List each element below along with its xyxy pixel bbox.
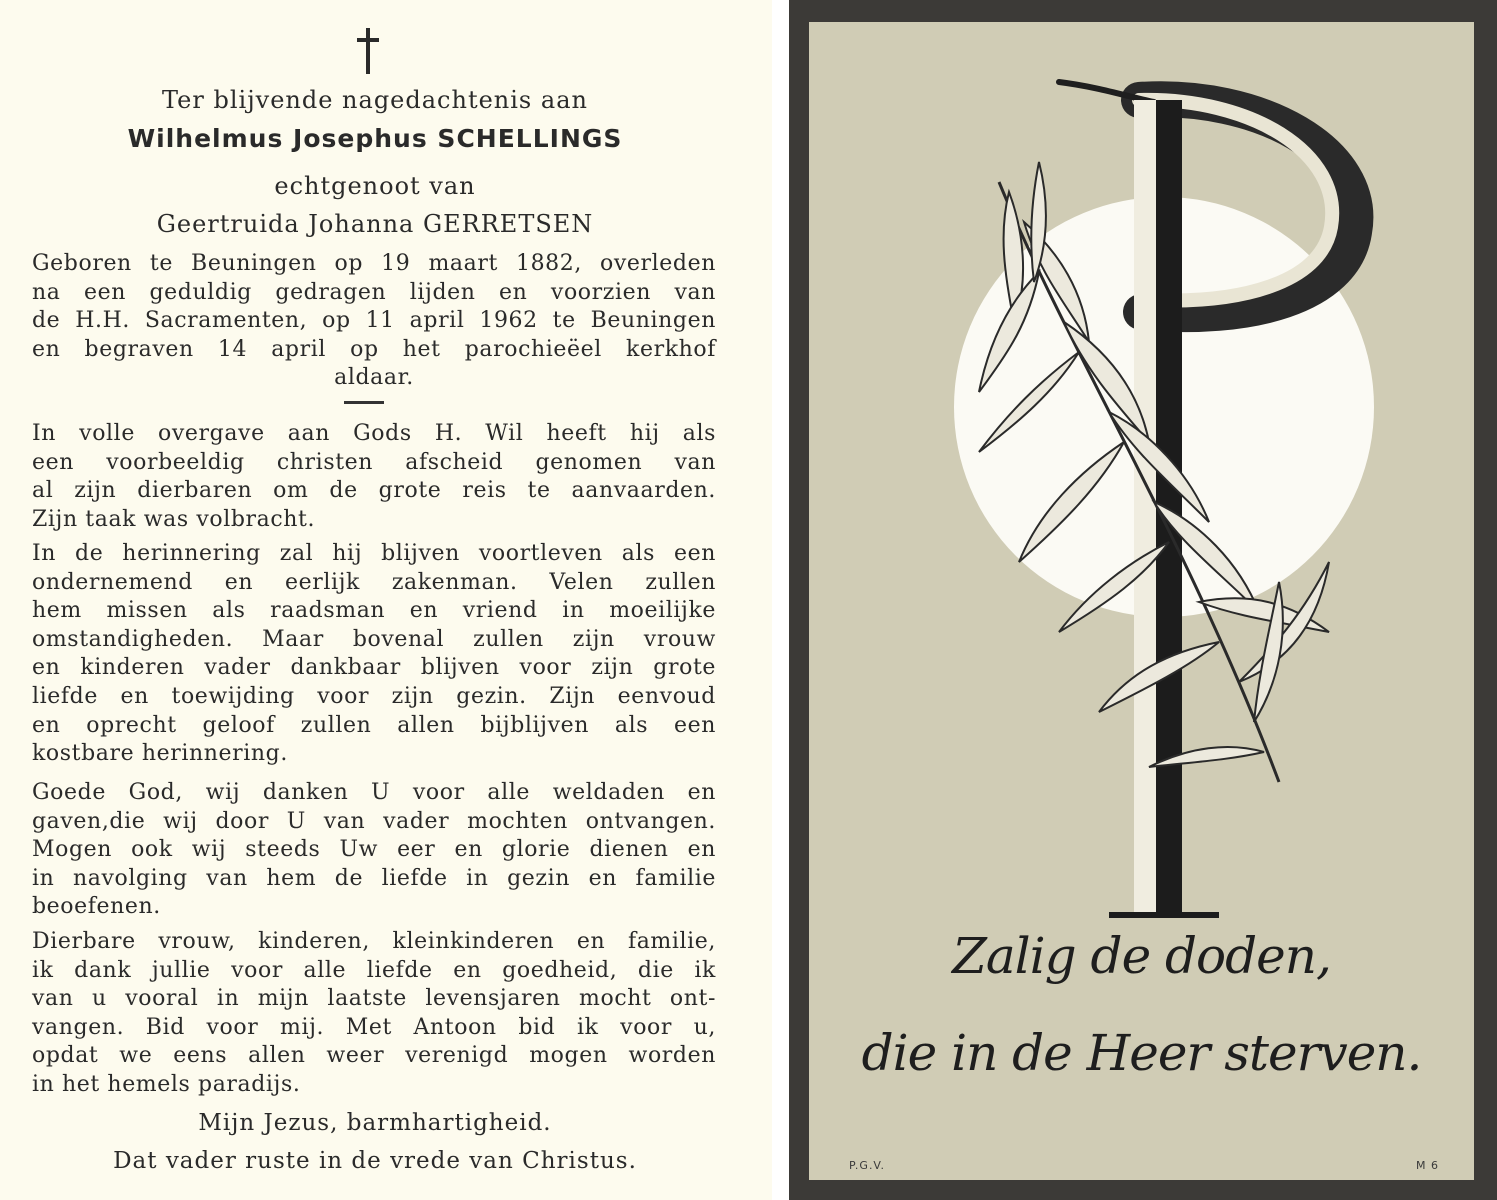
p-stem-light xyxy=(1134,100,1156,915)
text-line: in het hemels paradijs. xyxy=(32,1071,301,1097)
text-line: na een geduldig gedragen lijden en voorzien van xyxy=(32,279,716,305)
paragraph-memory xyxy=(32,540,716,769)
cross-icon xyxy=(353,26,383,76)
text-line: in navolging van hem de liefde in gezin en familie xyxy=(32,865,716,891)
devotional-image-card xyxy=(789,0,1497,1200)
text-line: opdat we eens allen weer verenigd mogen worden xyxy=(32,1043,716,1069)
text-line: van u vooral in mijn laatste levensjaren mocht ont- xyxy=(32,986,716,1012)
text-line: Dierbare vrouw, kinderen, kleinkinderen en familie, xyxy=(32,929,716,954)
text-line: aldaar. xyxy=(334,365,414,391)
paragraph-family xyxy=(32,928,716,1100)
letter-p-with-palm-illustration xyxy=(809,22,1474,922)
spouse-name: Geertruida Johanna GERRETSEN xyxy=(156,210,594,238)
printer-mark: P.G.V. xyxy=(849,1159,886,1172)
text-line: de H.H. Sacramenten, op 11 april 1962 te Beuningen xyxy=(32,308,716,334)
paragraph-prayer xyxy=(32,779,716,922)
card-code: M 6 xyxy=(1416,1159,1439,1172)
text-line: en kinderen vader dankbaar blijven voor zijn grote xyxy=(32,655,716,681)
spouse-label: echtgenoot van xyxy=(274,172,476,200)
text-line: beoefenen. xyxy=(32,894,161,920)
motto-line-1: Zalig de doden, xyxy=(952,927,1331,985)
motto-line-2: die in de Heer sterven. xyxy=(861,1024,1422,1082)
biography-paragraph xyxy=(32,250,716,393)
text-line: en begraven 14 april op het parochieëel kerkhof xyxy=(32,336,716,362)
intro-text: Ter blijvende nagedachtenis aan xyxy=(162,86,588,114)
divider xyxy=(344,401,384,404)
text-line: Zijn taak was volbracht. xyxy=(32,506,316,532)
text-line: ik dank jullie voor alle liefde en goedheid, die ik xyxy=(32,957,716,983)
text-line: In de herinnering zal hij blijven voortleven als een xyxy=(32,541,716,566)
closing-line-2: Dat vader ruste in de vrede van Christus. xyxy=(113,1148,637,1174)
text-line: liefde en toewijding voor zijn gezin. Zijn eenvoud xyxy=(32,683,716,709)
paragraph-farewell xyxy=(32,420,716,534)
deceased-name: Wilhelmus Josephus SCHELLINGS xyxy=(127,124,623,153)
text-line: vangen. Bid voor mij. Met Antoon bid ik voor u, xyxy=(32,1014,716,1040)
text-line: al zijn dierbaren om de grote reis te aanvaarden. xyxy=(32,478,716,504)
text-line: hem missen als raadsman en vriend in moeilijke xyxy=(32,598,716,624)
text-line: ondernemend en eerlijk zakenman. Velen zullen xyxy=(32,569,716,595)
text-line: Mogen ook wij steeds Uw eer en glorie dienen en xyxy=(32,837,716,863)
text-line: Goede God, wij danken U voor alle weldaden en xyxy=(32,780,716,805)
text-line: Geboren te Beuningen op 19 maart 1882, overleden xyxy=(32,251,716,276)
image-panel xyxy=(809,22,1474,1180)
closing-line-1: Mijn Jezus, barmhartigheid. xyxy=(198,1110,552,1136)
text-line: kostbare herinnering. xyxy=(32,741,288,767)
text-line: omstandigheden. Maar bovenal zullen zijn vrouw xyxy=(32,626,716,652)
text-line: en oprecht geloof zullen allen bijblijven als een xyxy=(32,712,716,738)
text-line: gaven,die wij door U van vader mochten ontvangen. xyxy=(32,808,716,834)
text-line: In volle overgave aan Gods H. Wil heeft hij als xyxy=(32,421,716,446)
text-line: een voorbeeldig christen afscheid genomen van xyxy=(32,449,716,475)
